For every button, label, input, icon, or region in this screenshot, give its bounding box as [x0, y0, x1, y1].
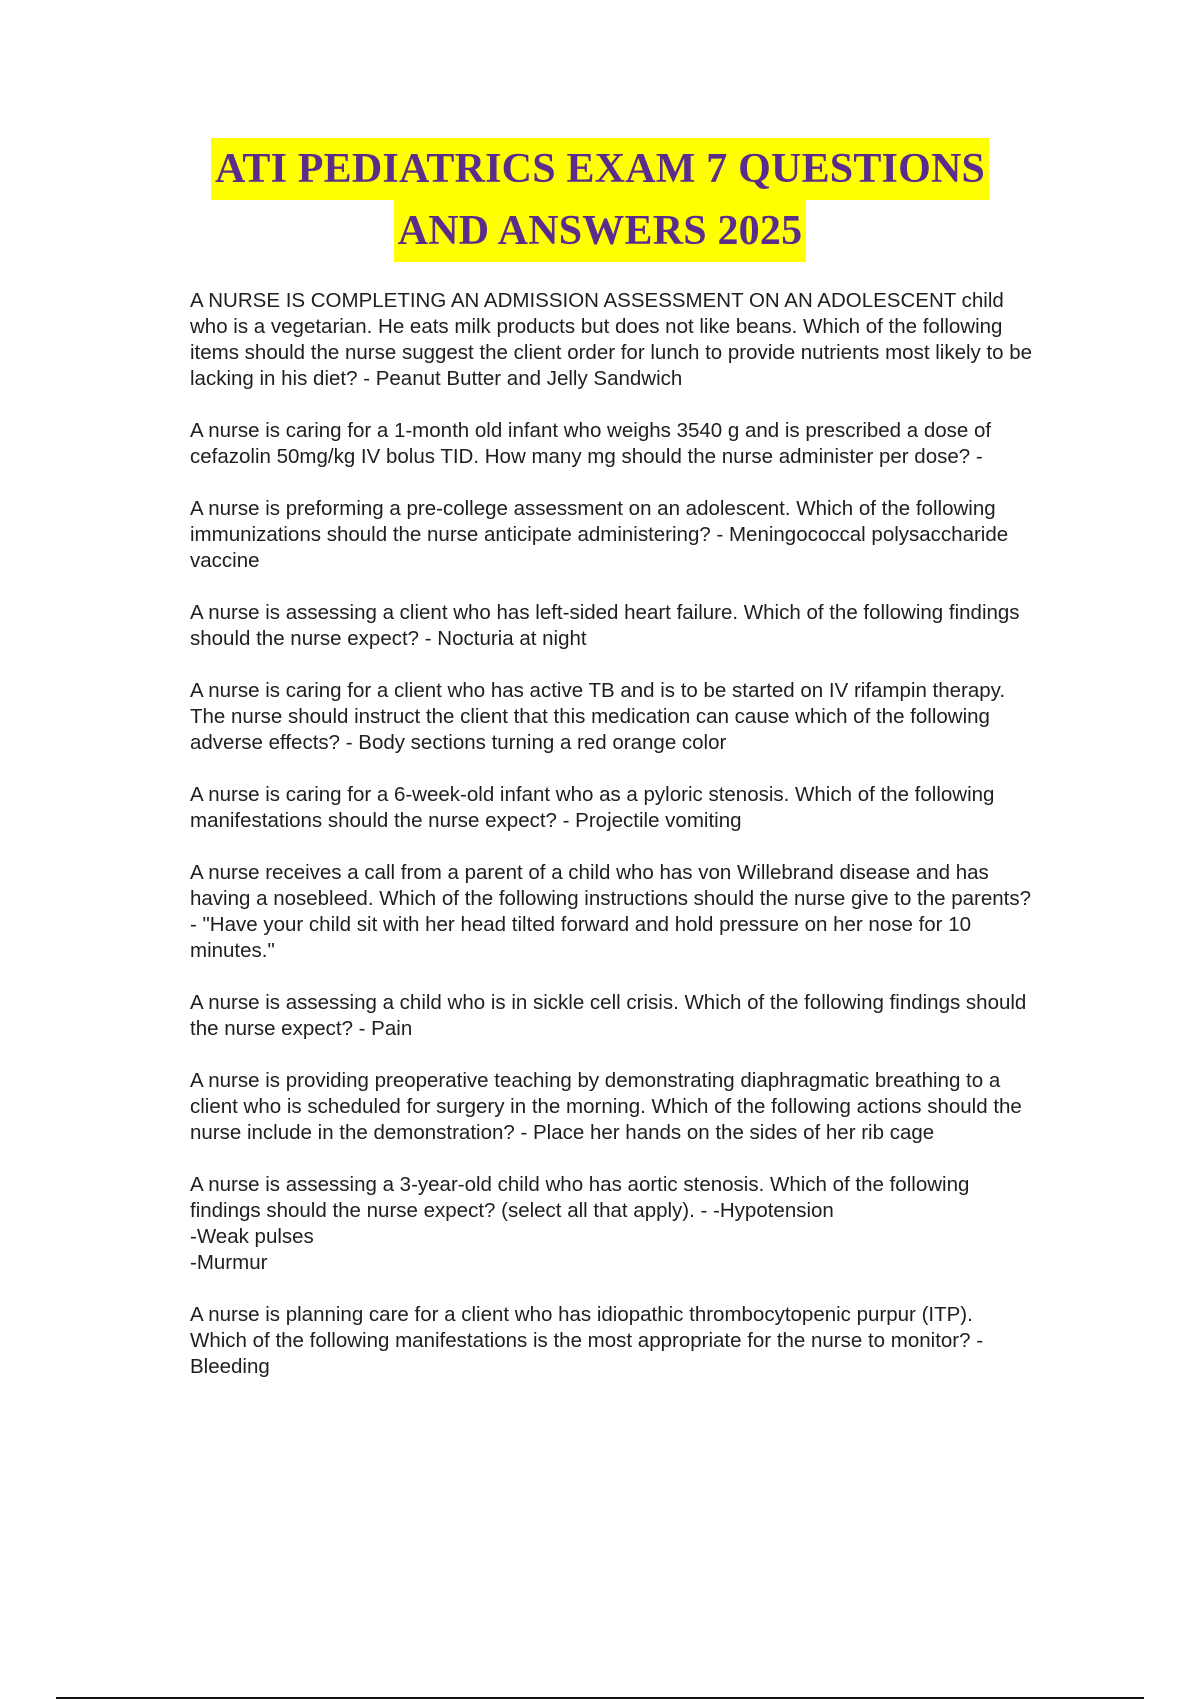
- qa-item-line: -Weak pulses: [190, 1225, 314, 1248]
- qa-item-line: A nurse is assessing a 3-year-old child who has aortic stenosis. Which of the following findings should the nurse expect? (select all that apply). - -Hypotension: [190, 1173, 970, 1222]
- qa-item-multi: [190, 1172, 1035, 1276]
- qa-item: A nurse is caring for a 1-month old infant who weighs 3540 g and is prescribed a dose of cefazolin 50mg/kg IV bolus TID. How many mg should the nurse administer per dose? -: [190, 419, 992, 468]
- qa-item: A nurse is preforming a pre-college assessment on an adolescent. Which of the following immunizations should the nurse anticipate administering? - Meningococcal polysaccharide vaccine: [190, 497, 1009, 572]
- page-bottom-divider: [56, 1697, 1144, 1699]
- qa-item: A nurse is planning care for a client who has idiopathic thrombocytopenic purpur (ITP). Which of the following manifestations is the most appropriate for the nurse to monitor? - Bleeding: [190, 1303, 984, 1378]
- title-line-2: AND ANSWERS 2025: [394, 200, 807, 262]
- qa-item: A nurse is assessing a child who is in sickle cell crisis. Which of the following findings should the nurse expect? - Pain: [190, 991, 1027, 1040]
- qa-item: A nurse is assessing a client who has left-sided heart failure. Which of the following findings should the nurse expect? - Nocturia at night: [190, 601, 1020, 650]
- document-title: [0, 138, 1200, 262]
- qa-item: A NURSE IS COMPLETING AN ADMISSION ASSESSMENT ON AN ADOLESCENT child who is a vegetarian. He eats milk products but does not like beans. Which of the following items should the nurse suggest the client order for lunch to provide nutrients most likely to be lacking in his diet? - Peanut Butter and Jelly Sandwich: [190, 289, 1033, 390]
- qa-item: A nurse is caring for a client who has active TB and is to be started on IV rifampin therapy. The nurse should instruct the client that this medication can cause which of the following adverse effects? - Body sections turning a red orange color: [190, 679, 1006, 754]
- qa-item: A nurse receives a call from a parent of a child who has von Willebrand disease and has having a nosebleed. Which of the following instructions should the nurse give to the parents? - "Have your child sit with her head tilted forward and hold pressure on her nose for 10 minutes.": [190, 861, 1032, 962]
- qa-item: A nurse is caring for a 6-week-old infant who as a pyloric stenosis. Which of the following manifestations should the nurse expect? - Projectile vomiting: [190, 783, 995, 832]
- qa-item-line: -Murmur: [190, 1251, 268, 1274]
- title-line-1: ATI PEDIATRICS EXAM 7 QUESTIONS: [211, 138, 989, 200]
- qa-item: A nurse is providing preoperative teaching by demonstrating diaphragmatic breathing to a client who is scheduled for surgery in the morning. Which of the following actions should the nurse include in the demonstration? - Place her hands on the sides of her rib cage: [190, 1069, 1022, 1144]
- qa-list: [190, 288, 1035, 1406]
